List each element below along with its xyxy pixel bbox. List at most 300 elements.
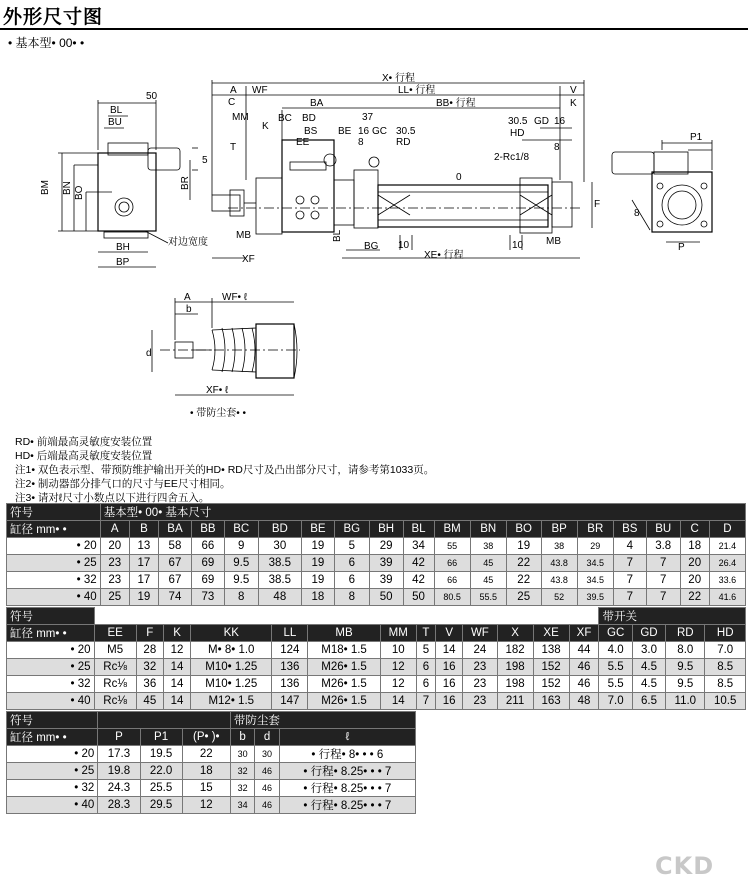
table-cell: 25 xyxy=(100,589,129,606)
table1-col-header: D xyxy=(709,521,745,538)
table-cell: 23 xyxy=(463,676,497,693)
table1-col-header: BC xyxy=(224,521,258,538)
note-3: 注3• 请对ℓ尺寸小数点以下进行四舍五入。 xyxy=(15,492,210,504)
bellows-caption: • 带防尘套• • xyxy=(190,408,247,419)
table1-col-header: BO xyxy=(506,521,541,538)
table3-section: 带防尘套 xyxy=(230,712,415,729)
table-cell: 22 xyxy=(506,572,541,589)
table2-col-header: V xyxy=(436,625,463,642)
bore-size-cell: • 40 xyxy=(7,797,98,814)
table-cell: 6 xyxy=(334,555,369,572)
bellows-dimension-table xyxy=(6,711,416,814)
bore-size-cell: • 20 xyxy=(7,746,98,763)
table-cell: 34.5 xyxy=(577,572,613,589)
table-row xyxy=(7,572,746,589)
bellows-dim-d: d xyxy=(146,348,152,359)
table-cell: 66 xyxy=(434,555,470,572)
table-cell: 17.3 xyxy=(98,746,140,763)
note-2: 注2• 制动器部分排气口的尺寸与EE尺寸相同。 xyxy=(15,478,231,490)
table-cell: 7 xyxy=(646,589,680,606)
table3-col-header: ℓ xyxy=(279,729,415,746)
table-cell: 25 xyxy=(506,589,541,606)
table-cell: 32 xyxy=(136,659,163,676)
dim-bc: BC xyxy=(278,113,292,124)
table-cell: 16 xyxy=(436,693,463,710)
table-cell: 66 xyxy=(434,572,470,589)
table-cell: 5.5 xyxy=(599,676,632,693)
table-cell: 74 xyxy=(159,589,192,606)
table-cell: 4.5 xyxy=(632,659,665,676)
table-cell: 136 xyxy=(272,676,308,693)
table1-col-header: BE xyxy=(301,521,334,538)
table-cell: 5 xyxy=(416,642,435,659)
table1-section: 基本型• 00• 基本尺寸 xyxy=(100,504,745,521)
table-cell: 16 xyxy=(436,659,463,676)
table-cell: 22.0 xyxy=(140,763,182,780)
table-cell: 58 xyxy=(159,538,192,555)
table-cell: 14 xyxy=(163,693,190,710)
table1-col-header: BN xyxy=(470,521,506,538)
table-cell: 8.5 xyxy=(705,676,746,693)
table-cell: 52 xyxy=(541,589,577,606)
table-cell: 7 xyxy=(613,589,646,606)
table-cell: 36 xyxy=(136,676,163,693)
table1-symbol: 符号 xyxy=(7,504,101,521)
table-cell: 12 xyxy=(380,676,416,693)
dim-bn: BN xyxy=(62,181,73,195)
table-cell: 14 xyxy=(380,693,416,710)
dim-ba: BA xyxy=(310,98,324,109)
table-cell: 18 xyxy=(182,763,230,780)
table2-section: 带开关 xyxy=(599,608,746,625)
table3-col-header: P1 xyxy=(140,729,182,746)
bore-size-cell: • 25 xyxy=(7,555,101,572)
bellows-dim-xf: XF• ℓ xyxy=(206,385,229,396)
table-cell: 9 xyxy=(224,538,258,555)
dim-a: A xyxy=(230,85,237,96)
dim-bore-d: 0 xyxy=(456,172,462,183)
dim-gc: GC xyxy=(372,126,387,137)
switch-dimension-table xyxy=(6,607,746,710)
table-cell: 23 xyxy=(463,659,497,676)
dim-16-rear: 16 xyxy=(554,116,566,127)
table-row xyxy=(7,797,416,814)
table-cell: 19 xyxy=(301,572,334,589)
table-cell: 30 xyxy=(230,746,254,763)
table-cell: 22 xyxy=(680,589,709,606)
dim-xe-stroke: XE• 行程 xyxy=(424,250,464,261)
table-cell: M26• 1.5 xyxy=(308,659,380,676)
table-cell: 12 xyxy=(163,642,190,659)
table1-col-header: BP xyxy=(541,521,577,538)
dim-10-b: 10 xyxy=(512,240,524,251)
table-cell: 4.5 xyxy=(632,676,665,693)
dim-50: 50 xyxy=(146,91,158,102)
table-cell: 28.3 xyxy=(98,797,140,814)
table-cell: 18 xyxy=(301,589,334,606)
table-cell: M18• 1.5 xyxy=(308,642,380,659)
table-cell: 67 xyxy=(159,555,192,572)
table-row xyxy=(7,659,746,676)
table-row xyxy=(7,780,416,797)
table-cell: 45 xyxy=(470,572,506,589)
table-cell: 14 xyxy=(163,676,190,693)
table-cell: 152 xyxy=(533,676,569,693)
table-cell: 29.5 xyxy=(140,797,182,814)
note-1: 注1• 双色表示型、带预防维护输出开关的HD• RD尺寸及凸出部分尺寸，请参考第1033页。 xyxy=(15,464,435,476)
bore-size-cell: • 32 xyxy=(7,572,101,589)
dim-bd: BD xyxy=(302,113,316,124)
table-cell: 19.8 xyxy=(98,763,140,780)
dim-br: BR xyxy=(180,176,191,190)
port-rc: 2-Rc1/8 xyxy=(494,152,530,163)
table-cell: 29 xyxy=(577,538,613,555)
table1-col-header: BM xyxy=(434,521,470,538)
dim-xf: XF xyxy=(242,254,255,265)
table-cell: 182 xyxy=(497,642,533,659)
table-cell: 20 xyxy=(680,572,709,589)
table-cell: 39.5 xyxy=(577,589,613,606)
table-cell: Rc⅛ xyxy=(94,693,136,710)
table-cell: 69 xyxy=(191,555,224,572)
table-cell: 32 xyxy=(230,780,254,797)
dim-rd: RD xyxy=(396,137,411,148)
table-cell: 44 xyxy=(569,642,599,659)
table-cell: 23 xyxy=(100,555,129,572)
table-cell: 39 xyxy=(369,572,403,589)
table-cell: 34.5 xyxy=(577,555,613,572)
table-cell: 38 xyxy=(541,538,577,555)
table-cell: 20 xyxy=(100,538,129,555)
table-cell: 48 xyxy=(569,693,599,710)
dim-8-front: 8 xyxy=(358,137,364,148)
table-cell: M26• 1.5 xyxy=(308,693,380,710)
table-cell: 7.0 xyxy=(599,693,632,710)
bore-size-cell: • 32 xyxy=(7,780,98,797)
table2-bore-label: 缸径 mm• • xyxy=(7,625,95,642)
title-rule xyxy=(0,28,748,30)
table-cell: 43.8 xyxy=(541,555,577,572)
table-cell: 6 xyxy=(334,572,369,589)
table-cell: 4.0 xyxy=(599,642,632,659)
table-cell: 147 xyxy=(272,693,308,710)
dim-ll-stroke: LL• 行程 xyxy=(398,85,436,96)
table-cell: 4 xyxy=(613,538,646,555)
dim-wf: WF xyxy=(252,85,268,96)
right-end-view xyxy=(612,140,712,242)
dim-bl: BL xyxy=(110,105,123,116)
bellows-view xyxy=(152,298,300,395)
table-cell: 24 xyxy=(463,642,497,659)
table-cell: 80.5 xyxy=(434,589,470,606)
dim-bs: BS xyxy=(304,126,318,137)
table3-col-header: b xyxy=(230,729,254,746)
table-cell: 124 xyxy=(272,642,308,659)
dim-p1: P1 xyxy=(690,132,703,143)
note-hd: HD• 后端最高灵敏度安装位置 xyxy=(15,450,153,462)
table-row xyxy=(7,746,416,763)
table-cell: 46 xyxy=(569,659,599,676)
table-cell: 73 xyxy=(191,589,224,606)
table-row xyxy=(7,763,416,780)
drawing-subtitle: • 基本型• 00• • xyxy=(8,36,85,50)
bore-size-cell: • 40 xyxy=(7,589,101,606)
table-row xyxy=(7,538,746,555)
dim-c: C xyxy=(228,97,236,108)
table-cell: 38 xyxy=(470,538,506,555)
dim-mb-front: MB xyxy=(236,230,251,241)
table-cell: 33.6 xyxy=(709,572,745,589)
dim-p: P xyxy=(678,242,685,253)
table2-col-header: XF xyxy=(569,625,599,642)
table-cell: 9.5 xyxy=(224,555,258,572)
table-cell: 23 xyxy=(463,693,497,710)
table2-symbol: 符号 xyxy=(7,608,95,625)
table-cell: 32 xyxy=(230,763,254,780)
dim-be: BE xyxy=(338,126,352,137)
dimension-drawing xyxy=(0,48,750,433)
table1-col-header: BU xyxy=(646,521,680,538)
table-row xyxy=(7,676,746,693)
table-cell: 46 xyxy=(255,780,279,797)
bore-size-cell: • 25 xyxy=(7,659,95,676)
table-cell: 138 xyxy=(533,642,569,659)
table-cell: 66 xyxy=(191,538,224,555)
table-cell: 15 xyxy=(182,780,230,797)
table2-col-header: MB xyxy=(308,625,380,642)
table2-col-header: T xyxy=(416,625,435,642)
table-cell: 50 xyxy=(369,589,403,606)
table-cell: 19 xyxy=(301,538,334,555)
table2-col-header: EE xyxy=(94,625,136,642)
table-cell: 39 xyxy=(369,555,403,572)
table-row xyxy=(7,589,746,606)
dim-bg: BG xyxy=(364,241,379,252)
table-cell: 25.5 xyxy=(140,780,182,797)
table2-col-header: KK xyxy=(191,625,272,642)
ckd-logo: CKD xyxy=(655,852,715,880)
table-cell: 55 xyxy=(434,538,470,555)
table-cell: 45 xyxy=(136,693,163,710)
table-cell: 23 xyxy=(100,572,129,589)
notes-block xyxy=(15,435,434,505)
table-cell: 19 xyxy=(301,555,334,572)
table-row xyxy=(7,555,746,572)
table-cell: 136 xyxy=(272,659,308,676)
dim-bh: BH xyxy=(116,242,130,253)
table-cell: 6 xyxy=(416,659,435,676)
table1-col-header: BR xyxy=(577,521,613,538)
table-cell: 67 xyxy=(159,572,192,589)
table-cell: 8.0 xyxy=(666,642,705,659)
table-cell: 18 xyxy=(680,538,709,555)
table-cell: Rc⅛ xyxy=(94,659,136,676)
table2-col-header: F xyxy=(136,625,163,642)
table-cell: 9.5 xyxy=(666,659,705,676)
table-cell: 10.5 xyxy=(705,693,746,710)
table-cell: 7.0 xyxy=(705,642,746,659)
dim-bb-stroke: BB• 行程 xyxy=(436,98,476,109)
table-cell: 42 xyxy=(403,555,434,572)
table-cell: 50 xyxy=(403,589,434,606)
bellows-dim-b: b xyxy=(186,304,192,315)
dim-16-front: 16 xyxy=(358,126,370,137)
table1-col-header: BD xyxy=(258,521,301,538)
table-cell: 12 xyxy=(182,797,230,814)
dim-k-front: K xyxy=(262,121,269,132)
table-cell: 11.0 xyxy=(666,693,705,710)
table2-col-header: HD xyxy=(705,625,746,642)
dim-x-stroke: X• 行程 xyxy=(382,73,415,84)
table-cell: 29 xyxy=(369,538,403,555)
bore-size-cell: • 25 xyxy=(7,763,98,780)
table-cell: 24.3 xyxy=(98,780,140,797)
table-cell: 8 xyxy=(224,589,258,606)
dim-bm: BM xyxy=(40,180,51,195)
table1-col-header: BG xyxy=(334,521,369,538)
table2-col-header: K xyxy=(163,625,190,642)
table-cell: 17 xyxy=(129,555,158,572)
table-cell: 7 xyxy=(416,693,435,710)
table3-col-header: (P• )• xyxy=(182,729,230,746)
table-cell: 152 xyxy=(533,659,569,676)
table-cell: 22 xyxy=(506,555,541,572)
table-cell: • 行程• 8.25• • • 7 xyxy=(279,780,415,797)
table3-symbol: 符号 xyxy=(7,712,98,729)
table2-col-header: MM xyxy=(380,625,416,642)
table1-col-header: BL xyxy=(403,521,434,538)
table1-col-header: BH xyxy=(369,521,403,538)
table1-col-header: B xyxy=(129,521,158,538)
flat-width-label: 对边宽度 xyxy=(168,237,208,248)
table-cell: 30 xyxy=(258,538,301,555)
table-cell: 38.5 xyxy=(258,555,301,572)
dim-ee: EE xyxy=(296,137,310,148)
table-cell: 16 xyxy=(436,676,463,693)
table1-col-header: BB xyxy=(191,521,224,538)
dim-k-rear: K xyxy=(570,98,577,109)
table-cell: 7 xyxy=(646,555,680,572)
table-cell: 34 xyxy=(230,797,254,814)
dim-bl-vertical: BL xyxy=(332,229,343,242)
table-cell: 14 xyxy=(436,642,463,659)
table-cell: • 行程• 8• • • 6 xyxy=(279,746,415,763)
bore-size-cell: • 32 xyxy=(7,676,95,693)
table2-col-header: WF xyxy=(463,625,497,642)
table-cell: 22 xyxy=(182,746,230,763)
table-cell: 5 xyxy=(334,538,369,555)
table2-col-header: X xyxy=(497,625,533,642)
table-cell: 7 xyxy=(646,572,680,589)
table1-col-header: A xyxy=(100,521,129,538)
table-cell: 19 xyxy=(506,538,541,555)
table-row xyxy=(7,693,746,710)
dim-10-a: 10 xyxy=(398,240,410,251)
dim-f: F xyxy=(594,199,601,210)
table-cell: M• 8• 1.0 xyxy=(191,642,272,659)
table-cell: 14 xyxy=(163,659,190,676)
table-cell: 30 xyxy=(255,746,279,763)
table-cell: 9.5 xyxy=(224,572,258,589)
dim-37: 37 xyxy=(362,112,374,123)
note-rd: RD• 前端最高灵敏度安装位置 xyxy=(15,436,153,448)
table-cell: 198 xyxy=(497,676,533,693)
table-cell: 198 xyxy=(497,659,533,676)
table-cell: • 行程• 8.25• • • 7 xyxy=(279,797,415,814)
table-cell: 19 xyxy=(129,589,158,606)
table1-col-header: BA xyxy=(159,521,192,538)
table-cell: 17 xyxy=(129,572,158,589)
table-cell: 21.4 xyxy=(709,538,745,555)
dim-30-5-front: 30.5 xyxy=(396,126,416,137)
table-cell: 163 xyxy=(533,693,569,710)
table-cell: 211 xyxy=(497,693,533,710)
table-cell: 48 xyxy=(258,589,301,606)
dim-bp: BP xyxy=(116,257,130,268)
table-cell: M26• 1.5 xyxy=(308,676,380,693)
dim-mm: MM xyxy=(232,112,249,123)
table1-bore-label: 缸径 mm• • xyxy=(7,521,101,538)
table-cell: 5.5 xyxy=(599,659,632,676)
table-cell: 20 xyxy=(680,555,709,572)
bore-size-cell: • 20 xyxy=(7,642,95,659)
table-cell: 6.5 xyxy=(632,693,665,710)
table-cell: M12• 1.5 xyxy=(191,693,272,710)
table-cell: 38.5 xyxy=(258,572,301,589)
table-cell: 7 xyxy=(613,555,646,572)
table-cell: 46 xyxy=(255,763,279,780)
table3-bore-label: 缸径 mm• • xyxy=(7,729,98,746)
table-cell: 28 xyxy=(136,642,163,659)
table-cell: 69 xyxy=(191,572,224,589)
table-cell: 10 xyxy=(380,642,416,659)
table-cell: 45 xyxy=(470,555,506,572)
table-cell: 26.4 xyxy=(709,555,745,572)
table-cell: 55.5 xyxy=(470,589,506,606)
table-cell: • 行程• 8.25• • • 7 xyxy=(279,763,415,780)
table-cell: 9.5 xyxy=(666,676,705,693)
table-cell: M5 xyxy=(94,642,136,659)
table-cell: 3.0 xyxy=(632,642,665,659)
dim-8-rear: 8 xyxy=(554,142,560,153)
dim-v: V xyxy=(570,85,577,96)
table-cell: 3.8 xyxy=(646,538,680,555)
dim-8-end: 8 xyxy=(634,208,640,219)
table-cell: 8.5 xyxy=(705,659,746,676)
basic-dimension-table xyxy=(6,503,746,606)
dim-30-5-rear: 30.5 xyxy=(508,116,528,127)
table2-col-header: RD xyxy=(666,625,705,642)
cylinder-side-view xyxy=(212,80,592,258)
bore-size-cell: • 20 xyxy=(7,538,101,555)
table-cell: M10• 1.25 xyxy=(191,659,272,676)
table1-col-header: C xyxy=(680,521,709,538)
table1-col-header: BS xyxy=(613,521,646,538)
table-cell: 13 xyxy=(129,538,158,555)
table-cell: 42 xyxy=(403,572,434,589)
table-cell: 41.6 xyxy=(709,589,745,606)
table-cell: 7 xyxy=(613,572,646,589)
dim-gd: GD xyxy=(534,116,549,127)
dim-hd: HD xyxy=(510,128,525,139)
dim-t: T xyxy=(230,142,237,153)
dim-bo: BO xyxy=(74,185,85,200)
bellows-dim-a: A xyxy=(184,292,191,303)
table-cell: M10• 1.25 xyxy=(191,676,272,693)
bellows-dim-wf: WF• ℓ xyxy=(222,292,248,303)
dim-mb-rear: MB xyxy=(546,236,561,247)
table2-col-header: XE xyxy=(533,625,569,642)
